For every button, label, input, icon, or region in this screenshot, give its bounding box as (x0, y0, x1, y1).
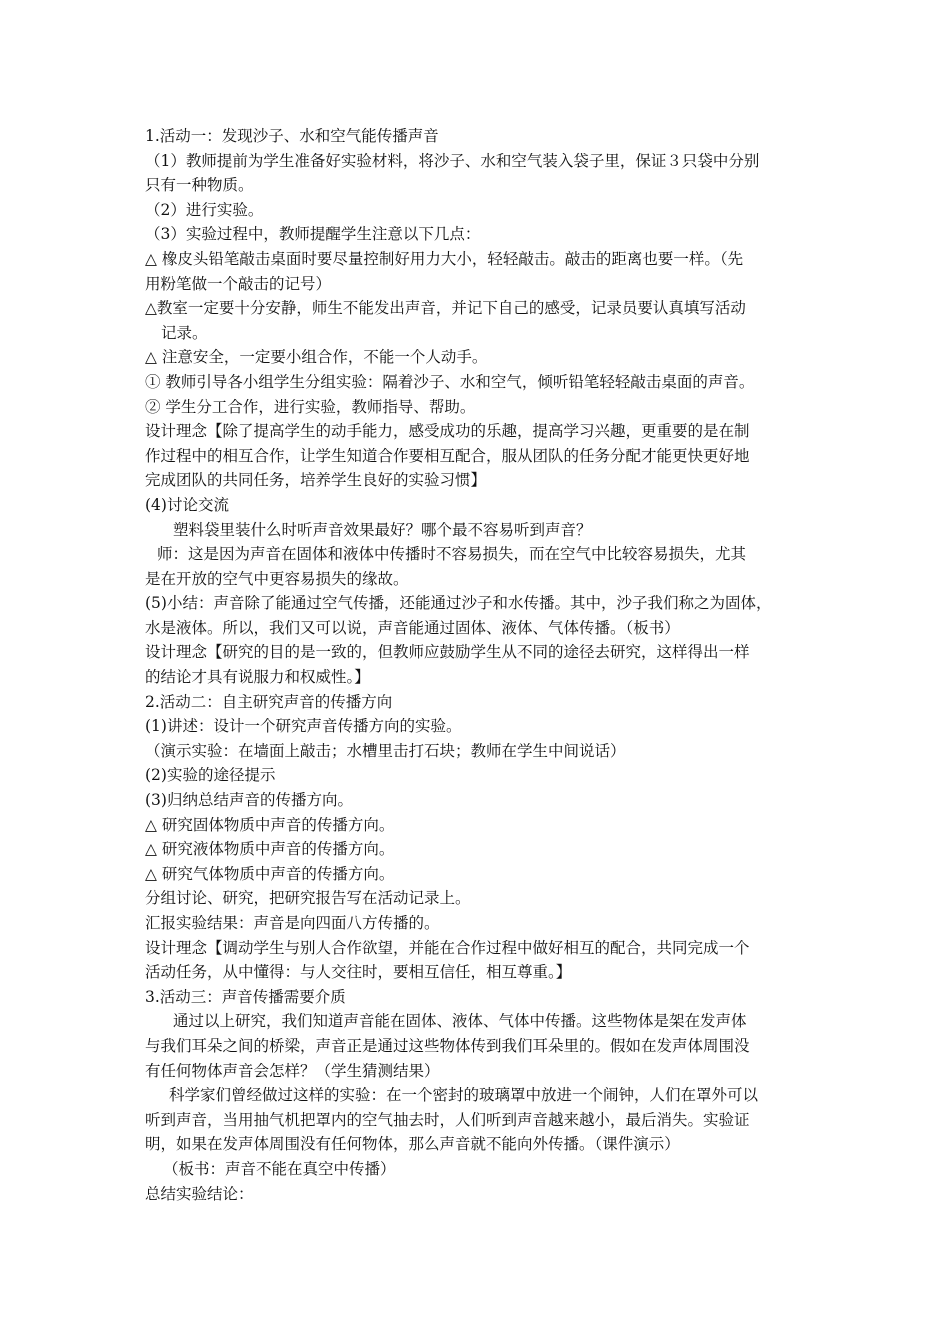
numbered-line: ① 教师引导各小组学生分组实验：隔着沙子、水和空气，倾听铅笔轻轻敲击桌面的声音。 (145, 372, 755, 391)
design-concept-line: 设计理念【除了提高学生的动手能力，感受成功的乐趣，提高学习兴趣，更重要的是在制 (145, 422, 750, 441)
paragraph-line: 科学家们曾经做过这样的实验：在一个密封的玻璃罩中放进一个闹钟，人们在罩外可以 (169, 1086, 759, 1105)
paragraph-line: 用粉笔做一个敲击的记号） (145, 274, 332, 293)
design-concept-line: 的结论才具有说服力和权威性。】 (145, 668, 370, 687)
paragraph-line: 汇报实验结果：声音是向四面八方传播的。 (145, 914, 440, 932)
heading-activity-3: 3.活动三：声音传播需要介质 (145, 987, 346, 1006)
paragraph-line: 师：这是因为声音在固体和液体中传播时不容易损失，而在空气中比较容易损失，尤其 (157, 545, 747, 564)
paragraph-line: （3）实验过程中，教师提醒学生注意以下几点： (145, 225, 481, 244)
design-concept-line: 完成团队的共同任务，培养学生良好的实验习惯】 (145, 471, 487, 490)
paragraph-line: 是在开放的空气中更容易损失的缘故。 (145, 569, 409, 588)
paragraph-line: (1)讲述：设计一个研究声音传播方向的实验。 (145, 717, 462, 736)
paragraph-line: 与我们耳朵之间的桥梁，声音正是通过这些物体传到我们耳朵里的。假如在发声体周围没 (145, 1036, 750, 1055)
paragraph-line: 记录。 (161, 323, 208, 342)
bullet-line: △ 橡皮头铅笔敲击桌面时要尽量控制好用力大小，轻轻敲击。敲击的距离也要一样。（先 (145, 249, 744, 268)
paragraph-line: (3)归纳总结声音的传播方向。 (145, 791, 353, 810)
bullet-line: △ 研究液体物质中声音的传播方向。 (145, 840, 395, 859)
bullet-line: △ 研究气体物质中声音的传播方向。 (145, 864, 395, 883)
paragraph-line: 分组讨论、研究，把研究报告写在活动记录上。 (145, 889, 471, 908)
paragraph-line: 水是液体。所以，我们又可以说，声音能通过固体、液体、气体传播。（板书） (145, 618, 680, 637)
paragraph-line: 有任何物体声音会怎样？（学生猜测结果） (145, 1061, 440, 1080)
heading-activity-1: 1.活动一：发现沙子、水和空气能传播声音 (145, 127, 439, 145)
bullet-line: △ 研究固体物质中声音的传播方向。 (145, 815, 395, 834)
numbered-line: ② 学生分工合作，进行实验，教师指导、帮助。 (145, 397, 476, 416)
paragraph-line: (2)实验的途径提示 (145, 766, 276, 785)
paragraph-line: (5)小结：声音除了能通过空气传播，还能通过沙子和水传播。其中，沙子我们称之为固体， (145, 594, 772, 613)
paragraph-line: （演示实验：在墙面上敲击；水槽里击打石块；教师在学生中间说话） (145, 741, 626, 760)
paragraph-line: 听到声音，当用抽气机把罩内的空气抽去时，人们听到声音越来越小，最后消失。实验证 (145, 1110, 750, 1129)
paragraph-line: 只有一种物质。 (145, 176, 254, 195)
design-concept-line: 活动任务，从中懂得：与人交往时，要相互信任，相互尊重。】 (145, 963, 572, 982)
design-concept-line: 设计理念【研究的目的是一致的，但教师应鼓励学生从不同的途径去研究，这样得出一样 (145, 643, 750, 662)
paragraph-line: （2）进行实验。 (145, 200, 264, 219)
heading-activity-2: 2.活动二：自主研究声音的传播方向 (145, 692, 393, 711)
design-concept-line: 作过程中的相互合作，让学生知道合作要相互配合，服从团队的任务分配才能更快更好地 (145, 446, 750, 465)
paragraph-line: 塑料袋里装什么时听声音效果最好？哪个最不容易听到声音？ (173, 520, 592, 539)
paragraph-line: （1）教师提前为学生准备好实验材料，将沙子、水和空气装入袋子里，保证３只袋中分别 (145, 151, 760, 170)
paragraph-line: 通过以上研究，我们知道声音能在固体、液体、气体中传播。这些物体是架在发声体 (173, 1012, 747, 1031)
paragraph-line: 总结实验结论： (145, 1184, 254, 1203)
bullet-line: △教室一定要十分安静，师生不能发出声音，并记下自己的感受，记录员要认真填写活动 (145, 299, 746, 318)
design-concept-line: 设计理念【调动学生与别人合作欲望，并能在合作过程中做好相互的配合，共同完成一个 (145, 938, 750, 957)
document-page (145, 124, 815, 1206)
paragraph-line: （板书：声音不能在真空中传播） (163, 1159, 396, 1178)
paragraph-line: 明，如果在发声体周围没有任何物体，那么声音就不能向外传播。（课件演示） (145, 1135, 680, 1154)
bullet-line: △ 注意安全，一定要小组合作，不能一个人动手。 (145, 348, 488, 367)
paragraph-line: (4)讨论交流 (145, 495, 229, 514)
